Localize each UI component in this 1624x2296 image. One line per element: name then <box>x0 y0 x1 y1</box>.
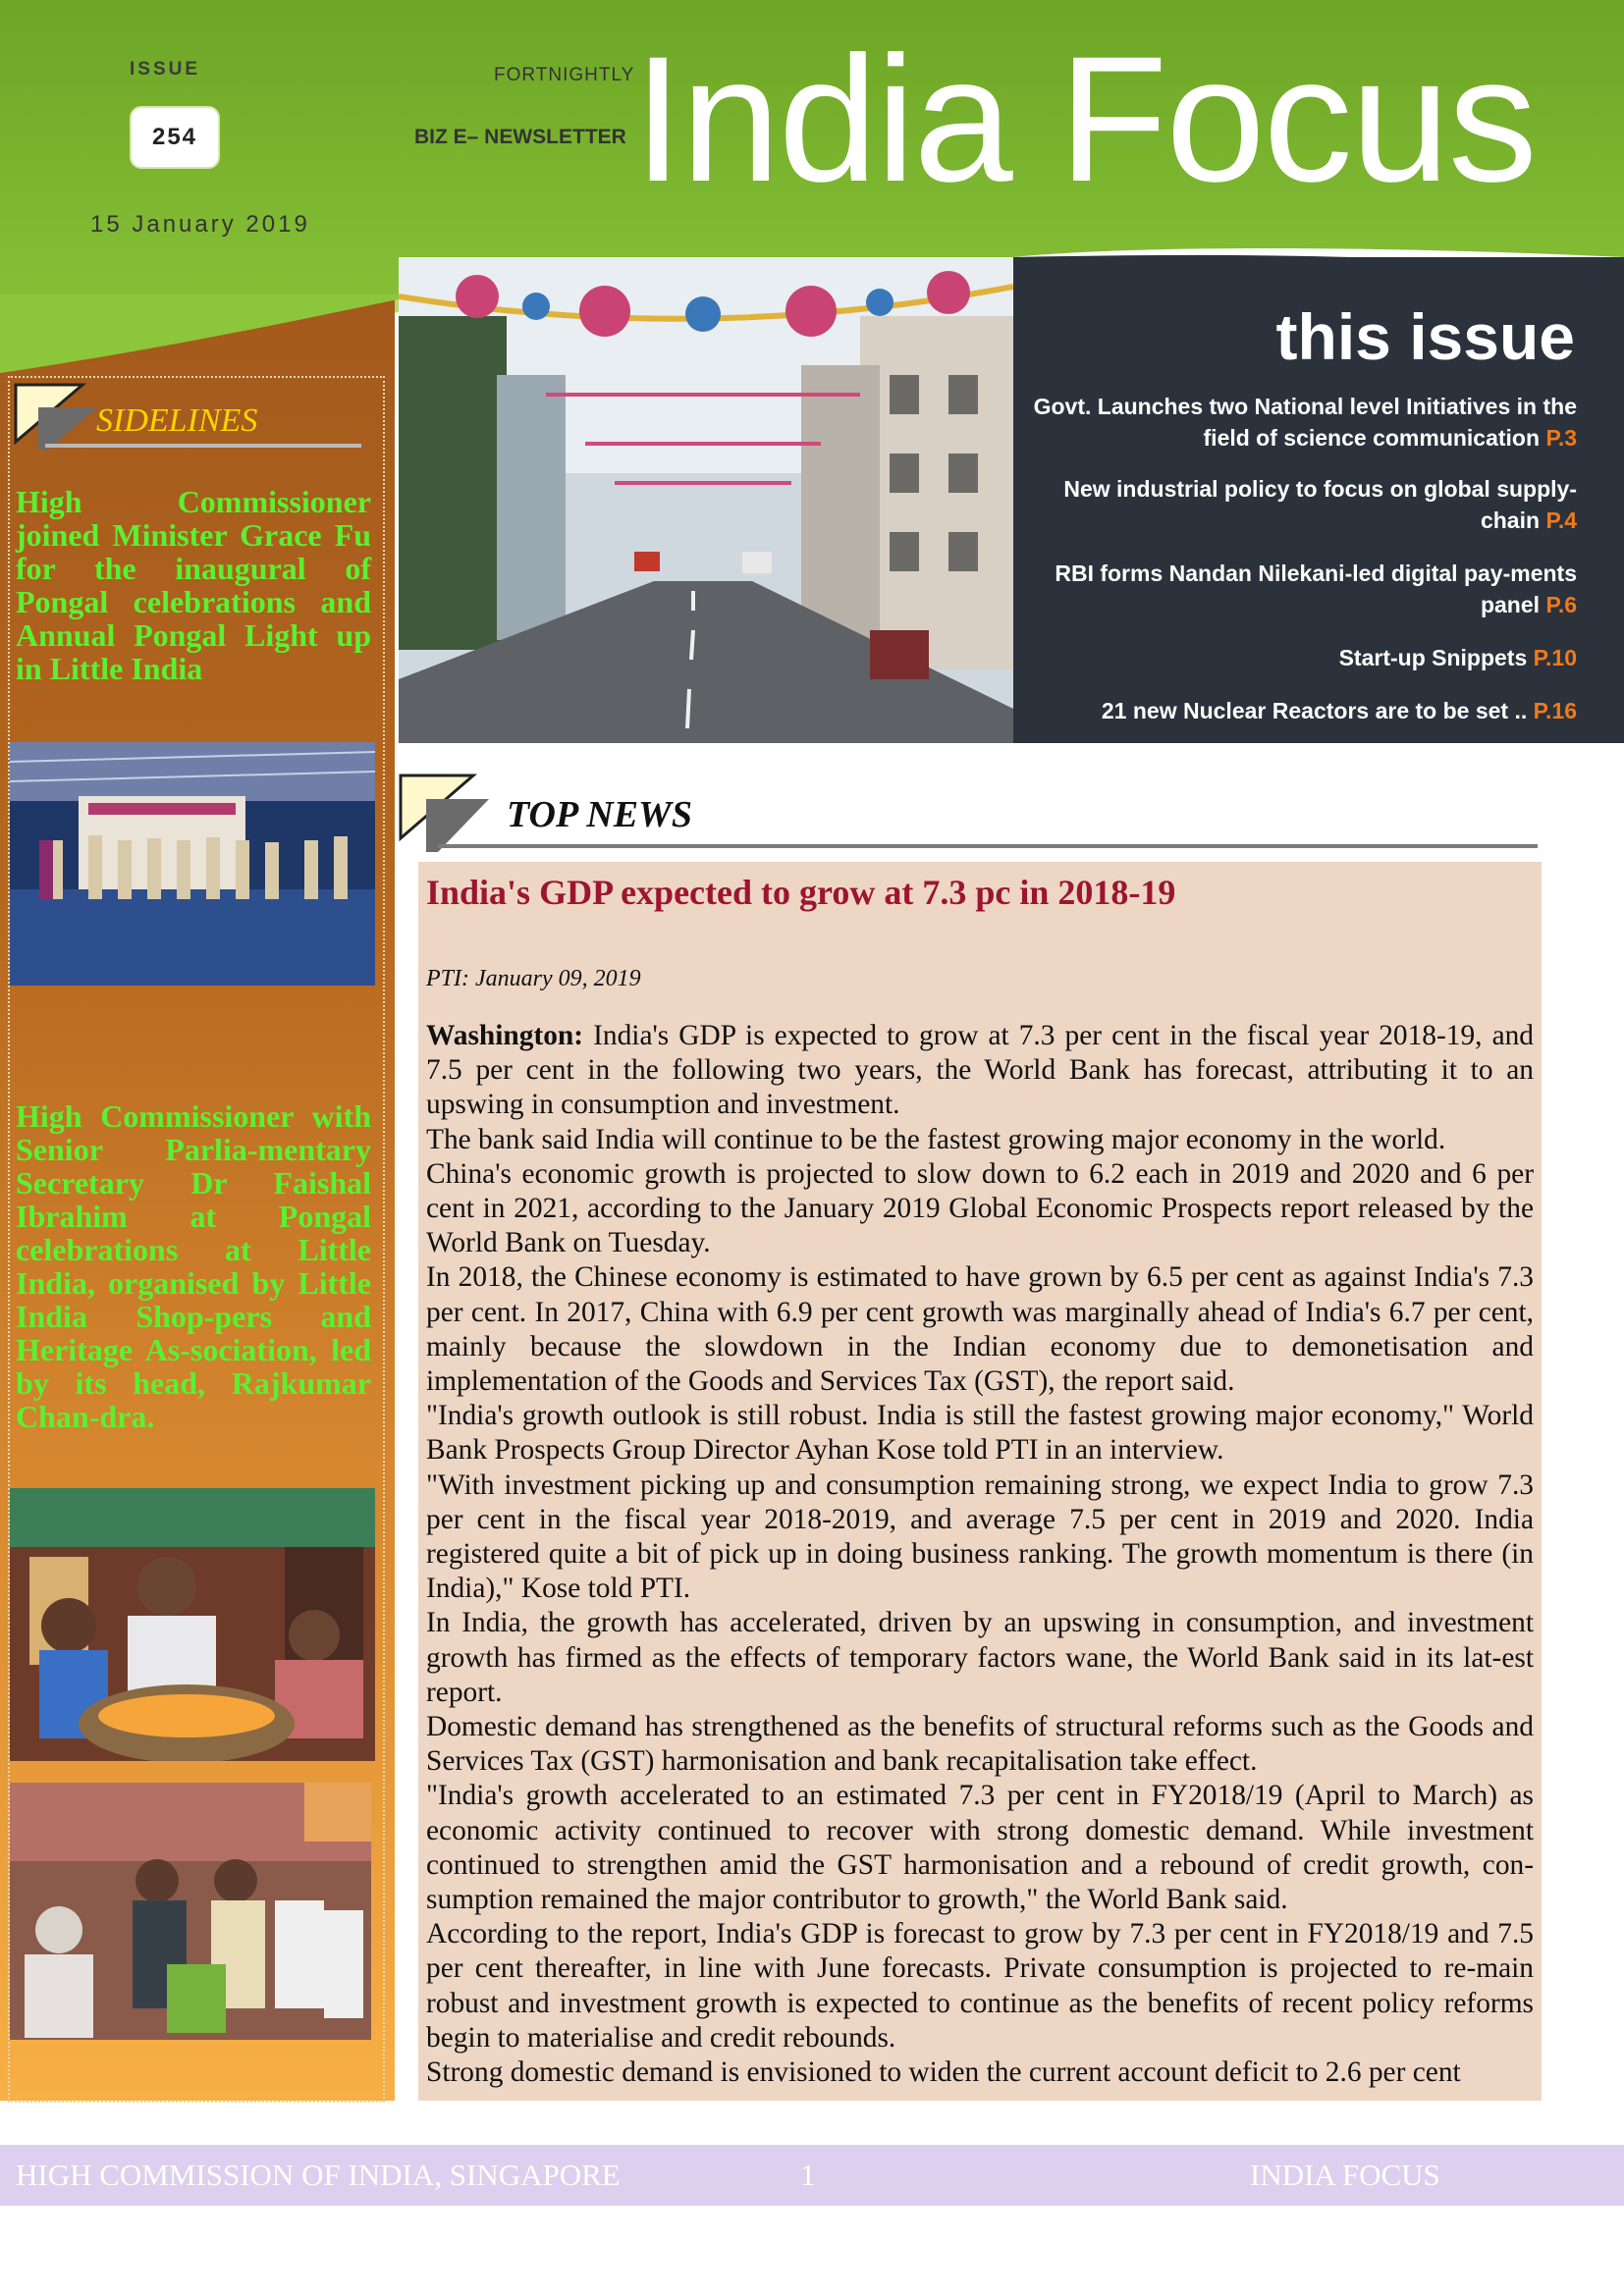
stage-photo <box>10 742 375 986</box>
toc-item-3-page: P.6 <box>1545 592 1577 617</box>
top-news-rule <box>438 844 1538 848</box>
footer-page-number: 1 <box>800 2158 816 2192</box>
group-photo <box>10 1783 371 2040</box>
article-paragraph: China's economic growth is projected to slow down to 6.2 each in 2019 and 2020 and 6 per cent in 2021, according to the January 2019 Global Economic Prospects report released by the World Bank on Tuesday. <box>426 1157 1534 1259</box>
article-lead: Washington: <box>426 1020 584 1051</box>
frequency-label: FORTNIGHTLY <box>494 65 635 85</box>
newsletter-subtitle: BIZ E– NEWSLETTER <box>414 126 626 148</box>
footer-left-text: HIGH COMMISSION OF INDIA, SINGAPORE <box>16 2158 621 2192</box>
article-body <box>426 1019 1534 2090</box>
toc-item-4-text: Start-up Snippets <box>1338 645 1528 670</box>
sidelines-corner-icon <box>14 383 102 452</box>
toc-item-3[interactable] <box>1027 558 1577 620</box>
top-news-heading: TOP NEWS <box>507 794 692 835</box>
toc-item-3-text: RBI forms Nandan Nilekani-led digital pay-ments panel <box>1055 561 1577 617</box>
article-paragraph-text: India's GDP is expected to grow at 7.3 per cent in the fiscal year 2018-19, and 7.5 per cent in the following two years, the World Bank has forecast, attributing it to an upswing in consumption and investment. <box>426 1020 1534 1121</box>
toc-item-1-text: Govt. Launches two National level Initiatives in the field of science communication <box>1033 394 1577 451</box>
toc-item-5[interactable] <box>1027 695 1577 726</box>
article-paragraph: In 2018, the Chinese economy is estimated to have grown by 6.5 per cent as against India's 7.3 per cent. In 2017, China with 6.9 per cent growth was marginally ahead of India's 6.7 per cent, mainly because the slowdown in the Indian economy due to demonetisation and implementation of the Goods and Services Tax (GST), the report said. <box>426 1261 1534 1398</box>
article-paragraph: Strong domestic demand is envisioned to widen the current account deficit to 2.6 per cent <box>426 2056 1461 2089</box>
article-title: India's GDP expected to grow at 7.3 pc in 2018-19 <box>426 873 1176 912</box>
footer-right-text: INDIA FOCUS <box>1250 2158 1440 2192</box>
issue-label: ISSUE <box>130 59 201 80</box>
toc-item-4-page: P.10 <box>1533 645 1577 670</box>
top-news-corner-icon <box>399 774 493 862</box>
article-paragraph: "India's growth outlook is still robust. India is still the fastest growing major economy," World Bank Prospects Group Director Ayhan Kose told PTI in an interview. <box>426 1400 1534 1467</box>
issue-date: 15 January 2019 <box>90 211 310 238</box>
toc-item-1-page: P.3 <box>1545 425 1577 451</box>
this-issue-heading: this issue <box>1275 300 1575 373</box>
sidelines-caption-2: High Commissioner with Senior Parlia-mentary Secretary Dr Faishal Ibrahim at Pongal celebrations at Little India, organised by Little India Shop-pers and Heritage As-sociation, led by its head, Rajkumar Chan-dra. <box>16 1098 371 1434</box>
toc-item-2[interactable] <box>1027 473 1577 536</box>
article-paragraph <box>426 1019 1534 1123</box>
column-curve <box>0 294 399 383</box>
toc-item-1[interactable] <box>1027 391 1577 454</box>
masthead-title: India Focus <box>633 19 1536 219</box>
toc-item-4[interactable] <box>1027 642 1577 673</box>
article-paragraph: Domestic demand has strengthened as the benefits of structural reforms such as the Goods and Services Tax (GST) harmonisation and bank recapitalisation take effect. <box>426 1711 1534 1778</box>
article-dateline: PTI: January 09, 2019 <box>426 966 641 991</box>
sidelines-caption-1: High Commissioner joined Minister Grace Fu for the inaugural of Pongal celebrations and Annual Pongal Light up in Little India <box>16 484 371 686</box>
little-india-street-photo <box>399 257 1013 743</box>
issue-number: 254 <box>132 108 218 167</box>
article-paragraph: The bank said India will continue to be the fastest growing major economy in the world. <box>426 1123 1446 1155</box>
toc-item-2-text: New industrial policy to focus on global supply-chain <box>1063 476 1577 533</box>
toc-item-5-text: 21 new Nuclear Reactors are to be set .. <box>1101 698 1528 723</box>
article-paragraph: According to the report, India's GDP is forecast to grow by 7.3 per cent in FY2018/19 and 7.5 per cent thereafter, in line with June forecasts. Private consumption is projected to re-main robust and investment growth is expected to continue as the benefits of recent policy reforms begin to materialise and credit rebounds. <box>426 1918 1534 2054</box>
article-paragraph: "With investment picking up and consumption remaining strong, we expect India to grow 7.3 per cent in the fiscal year 2018-2019, and average 7.5 per cent in 2019 and 2020. India registered quite a bit of pick up in doing business ranking. The growth momentum is there (in India)," Kose told PTI. <box>426 1468 1534 1605</box>
toc-item-5-page: P.16 <box>1533 698 1577 723</box>
article-paragraph: In India, the growth has accelerated, driven by an upswing in consumption, and investment growth has firmed as the effects of temporary factors wane, the World Bank said in its lat-est report. <box>426 1607 1534 1708</box>
pongal-serving-photo <box>10 1488 375 1761</box>
sidelines-rule <box>45 444 361 448</box>
toc-item-2-page: P.4 <box>1545 507 1577 533</box>
sidelines-heading: SIDELINES <box>96 402 258 439</box>
article-paragraph: "India's growth accelerated to an estimated 7.3 per cent in FY2018/19 (April to March) as economic activity continued to recover with strong domestic demand. While investment continued to strengthen amid the GST harmonisation and a rebound of credit growth, con-sumption remained the major contributor to growth," the World Bank said. <box>426 1780 1534 1916</box>
